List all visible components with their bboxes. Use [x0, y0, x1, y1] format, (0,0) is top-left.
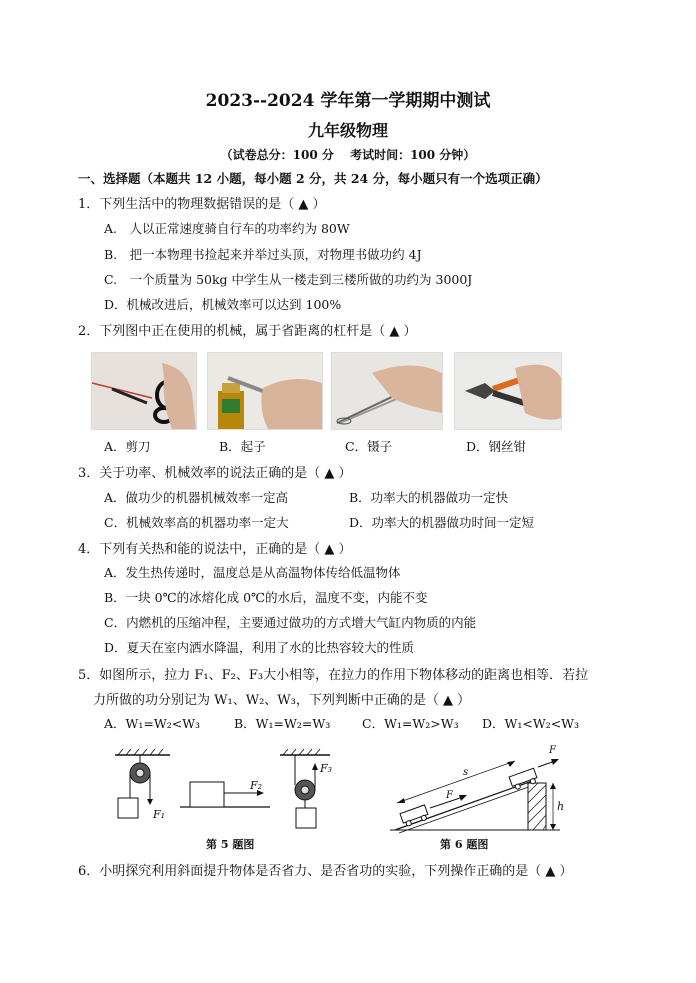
figure-5 — [100, 745, 340, 840]
q5-option-a: A．W₁=W₂<W₃ — [104, 716, 201, 731]
pliers-photo — [454, 352, 562, 430]
weight-block-3 — [296, 808, 316, 828]
q2-option-d: D．钢丝钳 — [466, 439, 527, 454]
exam-title: 2023--2024 学年第一学期期中测试 — [205, 91, 491, 111]
q5-option-c: C．W₁=W₂>W₃ — [362, 716, 459, 731]
q5-option-b: B．W₁=W₂=W₃ — [234, 716, 331, 731]
q4-stem: 4．下列有关热和能的说法中，正确的是（ ▲ ） — [78, 542, 352, 557]
q5-stem-line2: 力所做的功分别记为 W₁、W₂、W₃，下列判断中正确的是（ ▲ ） — [93, 693, 471, 708]
q1-option-c: C. 一个质量为 50kg 中学生从一楼走到三楼所做的功约为 3000J — [104, 272, 473, 287]
q4-option-c: C．内燃机的压缩冲程，主要通过做功的方式增大气缸内物质的内能 — [104, 615, 477, 630]
q4-option-b: B．一块 0℃的冰熔化成 0℃的水后，温度不变，内能不变 — [104, 590, 428, 605]
q1-option-d: D．机械改进后，机械效率可以达到 100% — [104, 297, 342, 312]
bottle-opener-icon — [208, 353, 322, 429]
q6-stem: 6．小明探究利用斜面提升物体是否省力、是否省功的实验，下列操作正确的是（ ▲ ） — [78, 864, 573, 879]
scissors-photo — [91, 352, 197, 430]
tweezers-icon — [332, 353, 442, 429]
section-heading: 一、选择题（本题共 12 小题，每小题 2 分，共 24 分，每小题只有一个选项正确） — [78, 171, 548, 186]
q4-option-a: A．发生热传递时，温度总是从高温物体传给低温物体 — [104, 565, 401, 580]
label-f3: F₃ — [320, 762, 333, 775]
figure-6-caption: 第 6 题图 — [440, 838, 489, 851]
label-f2: F₂ — [250, 779, 263, 792]
q2-option-b: B．起子 — [219, 439, 266, 454]
figure-5-caption: 第 5 题图 — [206, 838, 255, 851]
q3-option-b: B．功率大的机器做功一定快 — [349, 490, 509, 505]
weight-block-1 — [118, 798, 138, 818]
q4-option-d: D．夏天在室内洒水降温，利用了水的比热容较大的性质 — [104, 640, 415, 655]
figure-6 — [385, 745, 575, 835]
q2-option-c: C．镊子 — [345, 439, 393, 454]
label-f1: F₁ — [153, 808, 166, 821]
bottle-opener-photo — [207, 352, 323, 430]
q1-option-b: B. 把一本物理书捡起来并举过头顶，对物理书做功约 4J — [104, 247, 422, 262]
label-h: h — [557, 800, 565, 813]
q3-option-d: D．功率大的机器做功时间一定短 — [349, 515, 535, 530]
exam-info: （试卷总分：100 分 考试时间：100 分钟） — [220, 148, 476, 162]
label-f-top: F — [549, 745, 556, 756]
q1-option-a: A. 人以正常速度骑自行车的功率约为 80W — [104, 221, 350, 236]
q3-option-a: A．做功少的机器机械效率一定高 — [104, 490, 289, 505]
scissors-icon — [92, 353, 196, 429]
q3-stem: 3．关于功率、机械效率的说法正确的是（ ▲ ） — [78, 466, 352, 481]
q1-stem: 1．下列生活中的物理数据错误的是（ ▲ ） — [78, 197, 326, 212]
exam-subtitle: 九年级物理 — [307, 121, 388, 140]
label-f-bottom: F — [446, 790, 453, 801]
label-s: s — [463, 767, 469, 778]
q2-stem: 2．下列图中正在使用的机械，属于省距离的杠杆是（ ▲ ） — [78, 324, 417, 339]
q2-option-a: A．剪刀 — [104, 439, 151, 454]
q5-option-d: D．W₁<W₂<W₃ — [482, 716, 580, 731]
q5-stem-line1: 5．如图所示，拉力 F₁、F₂、F₃大小相等，在拉力的作用下物体移动的距离也相等．若拉 — [78, 668, 589, 683]
floor-block — [190, 782, 224, 807]
pliers-icon — [455, 353, 561, 429]
tweezers-photo — [331, 352, 443, 430]
q3-option-c: C．机械效率高的机器功率一定大 — [104, 515, 289, 530]
